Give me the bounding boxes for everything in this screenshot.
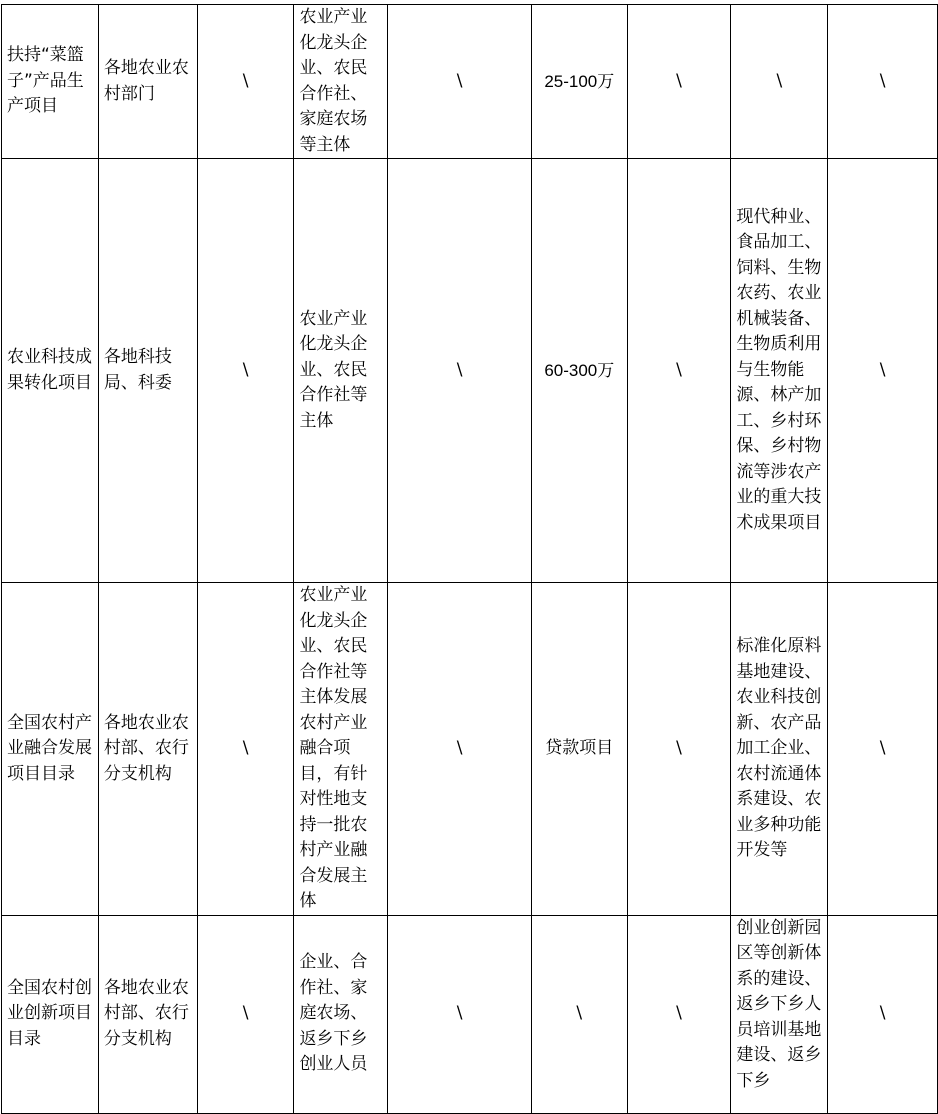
- amount-cell: 贷款项目: [531, 583, 627, 916]
- scope-cell: 标准化原料基地建设、农业科技创新、农产品加工企业、农村流通体系建设、农业多种功能开发等: [731, 583, 828, 916]
- scope-cell: \: [731, 5, 828, 159]
- empty-cell: \: [828, 915, 938, 1113]
- target-cell: 企业、合作社、家庭农场、返乡下乡创业人员: [294, 915, 388, 1113]
- project-name-cell: 全国农村创业创新项目目录: [2, 915, 99, 1113]
- table-row: [2, 159, 938, 583]
- scope-cell: 现代种业、食品加工、饲料、生物农药、农业机械装备、生物质利用与生物能源、林产加工、乡村环保、乡村物流等涉农产业的重大技术成果项目: [731, 159, 828, 583]
- department-cell: 各地农业农村部、农行分支机构: [98, 583, 197, 916]
- empty-cell: \: [627, 5, 731, 159]
- empty-cell: \: [627, 159, 731, 583]
- target-cell: 农业产业化龙头企业、农民合作社等主体: [294, 159, 388, 583]
- empty-cell: \: [388, 583, 532, 916]
- project-table: [1, 4, 938, 1114]
- empty-cell: \: [197, 159, 294, 583]
- empty-cell: \: [197, 915, 294, 1113]
- project-name-cell: 全国农村产业融合发展项目目录: [2, 583, 99, 916]
- table-row: [2, 5, 938, 159]
- amount-cell: \: [531, 915, 627, 1113]
- empty-cell: \: [627, 583, 731, 916]
- amount-cell: 60-300万: [531, 159, 627, 583]
- project-name-cell: 扶持“菜篮子”产品生产项目: [2, 5, 99, 159]
- empty-cell: \: [627, 915, 731, 1113]
- empty-cell: \: [388, 159, 532, 583]
- table-row: [2, 583, 938, 916]
- empty-cell: \: [828, 159, 938, 583]
- target-cell: 农业产业化龙头企业、农民合作社、家庭农场等主体: [294, 5, 388, 159]
- department-cell: 各地农业农村部门: [98, 5, 197, 159]
- empty-cell: \: [828, 583, 938, 916]
- project-name-cell: 农业科技成果转化项目: [2, 159, 99, 583]
- department-cell: 各地科技局、科委: [98, 159, 197, 583]
- table-row: [2, 915, 938, 1113]
- amount-cell: 25-100万: [531, 5, 627, 159]
- empty-cell: \: [828, 5, 938, 159]
- empty-cell: \: [388, 915, 532, 1113]
- empty-cell: \: [197, 583, 294, 916]
- target-cell: 农业产业化龙头企业、农民合作社等主体发展农村产业融合项目，有针对性地支持一批农村产业融合发展主体: [294, 583, 388, 916]
- scope-cell: 创业创新园区等创新体系的建设、返乡下乡人员培训基地建设、返乡下乡: [731, 915, 828, 1113]
- empty-cell: \: [388, 5, 532, 159]
- department-cell: 各地农业农村部、农行分支机构: [98, 915, 197, 1113]
- empty-cell: \: [197, 5, 294, 159]
